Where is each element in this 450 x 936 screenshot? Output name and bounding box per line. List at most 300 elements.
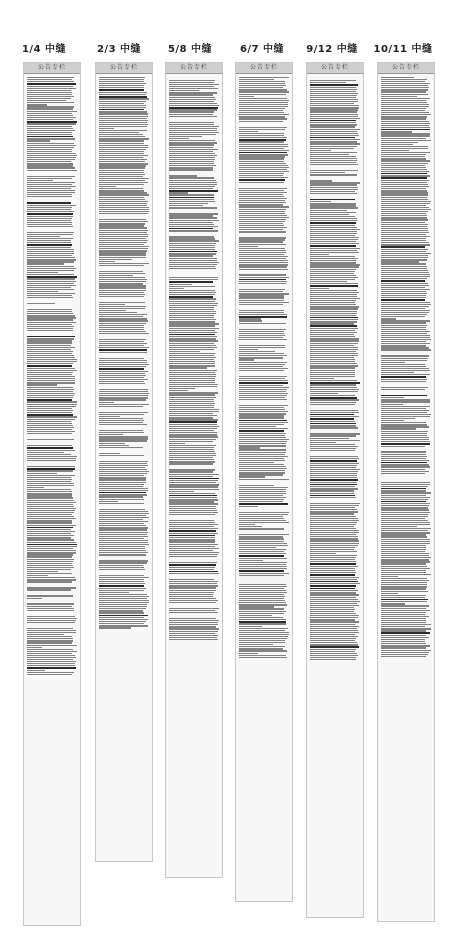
text-line [310, 89, 357, 90]
text-line [99, 92, 147, 93]
paragraph-gap [99, 408, 149, 411]
text-line [99, 124, 148, 125]
text-line [381, 287, 425, 288]
text-line [310, 340, 359, 341]
text-line [27, 642, 72, 643]
paragraph-gap [381, 352, 431, 355]
text-line [381, 293, 427, 294]
text-line [99, 471, 149, 472]
text-line [27, 255, 72, 256]
text-line [27, 587, 76, 588]
text-line [27, 595, 73, 596]
text-line [310, 601, 360, 602]
text-line [169, 392, 218, 393]
strip-text-block [236, 74, 292, 661]
text-line [169, 298, 216, 299]
text-line [27, 194, 72, 195]
text-line [169, 281, 213, 283]
text-line [27, 419, 75, 420]
text-line [239, 551, 284, 552]
text-line [99, 517, 149, 518]
text-line [381, 194, 428, 195]
text-line [239, 179, 285, 181]
text-line [239, 310, 284, 311]
text-line [381, 331, 430, 332]
text-line [169, 562, 217, 563]
text-line [99, 155, 148, 156]
text-line [239, 204, 283, 205]
text-line [99, 492, 146, 494]
text-line [310, 347, 358, 348]
text-line [169, 128, 217, 129]
text-line [27, 272, 58, 273]
text-line [169, 351, 200, 352]
text-line [239, 623, 286, 624]
text-line [381, 335, 430, 336]
text-line [239, 94, 286, 95]
text-line [239, 262, 288, 263]
text-line [27, 249, 74, 250]
text-line [381, 490, 426, 491]
paragraph-gap [27, 600, 77, 603]
text-line [239, 213, 285, 214]
text-line [239, 642, 285, 643]
text-line [310, 497, 356, 498]
text-line [381, 118, 426, 119]
text-line [169, 455, 216, 456]
text-line [27, 542, 76, 543]
text-line [310, 222, 356, 224]
text-line [99, 190, 144, 191]
text-line [310, 148, 354, 149]
text-line [381, 160, 430, 161]
text-line [27, 579, 76, 580]
text-line [99, 170, 144, 171]
text-line [381, 435, 427, 436]
text-line [27, 525, 76, 526]
text-line [99, 333, 149, 334]
text-line [310, 139, 360, 140]
text-line [381, 553, 429, 554]
text-line [381, 656, 426, 657]
text-line [239, 570, 284, 572]
text-line [381, 165, 425, 166]
text-line [27, 94, 72, 95]
paragraph-gap [310, 499, 360, 502]
text-line [239, 387, 289, 388]
text-line [99, 283, 143, 284]
text-line [169, 292, 216, 293]
text-line [99, 621, 146, 622]
paragraph-gap [239, 372, 289, 375]
text-line [310, 479, 358, 481]
text-line [99, 494, 147, 495]
text-line [27, 387, 73, 388]
text-line [169, 493, 215, 494]
text-line [169, 175, 197, 176]
text-line [381, 283, 428, 284]
text-line [169, 372, 215, 373]
text-line [381, 547, 426, 548]
text-line [310, 133, 358, 134]
text-line [381, 306, 429, 307]
text-line [239, 430, 284, 432]
text-line [310, 442, 336, 443]
text-line [381, 595, 426, 596]
text-line [239, 85, 286, 86]
text-line [381, 79, 427, 80]
text-line [27, 404, 77, 405]
text-line [27, 357, 75, 358]
text-line [239, 295, 284, 296]
text-line [27, 657, 76, 658]
text-line [381, 146, 428, 147]
text-line [310, 503, 360, 504]
text-line [169, 309, 214, 310]
text-line [99, 496, 143, 497]
text-line [27, 236, 60, 237]
text-line [239, 501, 283, 502]
text-line [239, 116, 285, 117]
notice-strip-1 [23, 62, 81, 926]
paragraph-gap [27, 624, 77, 627]
text-line [239, 472, 285, 473]
text-line [99, 316, 143, 317]
text-line [239, 466, 286, 467]
text-line [381, 593, 398, 594]
text-line [239, 596, 285, 597]
text-line [381, 325, 427, 326]
text-line [381, 158, 426, 159]
text-line [381, 456, 427, 457]
text-line [169, 236, 214, 237]
text-line [27, 452, 64, 453]
text-line [239, 219, 286, 220]
text-line [27, 489, 71, 490]
text-line [310, 131, 357, 132]
text-line [27, 159, 75, 160]
text-line [381, 561, 430, 562]
text-line [381, 108, 426, 109]
text-line [381, 437, 429, 438]
text-line [27, 176, 75, 177]
text-line [27, 518, 76, 519]
text-line [169, 268, 216, 269]
text-line [381, 446, 425, 447]
text-line [99, 87, 144, 88]
text-line [27, 535, 74, 536]
text-line [27, 620, 76, 621]
text-line [169, 365, 215, 366]
text-line [310, 579, 357, 580]
text-line [239, 549, 286, 550]
text-line [27, 270, 74, 271]
text-line [310, 594, 359, 595]
text-line [381, 379, 427, 380]
text-line [169, 84, 219, 85]
text-line [239, 460, 285, 461]
text-line [239, 634, 289, 635]
text-line [169, 449, 214, 450]
text-line [381, 637, 429, 638]
text-line [99, 440, 147, 441]
text-line [381, 156, 425, 157]
text-line [27, 589, 71, 590]
text-line [381, 518, 425, 519]
text-line [169, 149, 218, 150]
text-line [381, 399, 430, 400]
text-line [310, 617, 358, 618]
text-line [381, 612, 426, 613]
text-line [310, 214, 349, 215]
text-line [169, 491, 194, 492]
text-line [99, 186, 116, 187]
text-line [169, 103, 217, 104]
text-line [310, 570, 355, 571]
text-line [27, 468, 75, 470]
text-line [27, 353, 72, 354]
text-line [239, 485, 274, 486]
text-line [169, 315, 214, 316]
text-line [239, 274, 286, 275]
text-line [169, 353, 215, 354]
text-line [381, 647, 426, 648]
text-line [27, 347, 75, 348]
text-line [169, 217, 217, 218]
text-line [169, 222, 213, 223]
text-line [381, 524, 430, 525]
text-line [27, 663, 75, 664]
text-line [310, 351, 356, 352]
paragraph-gap [169, 209, 219, 212]
text-line [169, 569, 214, 570]
text-line [169, 264, 217, 265]
text-line [239, 646, 285, 647]
notice-strip-3 [165, 62, 223, 878]
text-line [169, 556, 217, 557]
text-line [169, 478, 219, 480]
text-line [239, 320, 262, 321]
paragraph-gap [239, 481, 289, 484]
text-line [27, 544, 77, 546]
text-line [381, 213, 426, 214]
text-line [27, 359, 77, 360]
text-line [27, 297, 73, 298]
text-line [27, 401, 77, 402]
text-line [99, 402, 114, 403]
text-line [169, 144, 214, 145]
text-line [239, 87, 283, 88]
text-line [310, 243, 359, 244]
text-line [310, 421, 355, 422]
text-line [381, 358, 428, 359]
text-line [381, 588, 426, 589]
paragraph-gap [27, 305, 77, 308]
text-line [381, 266, 427, 267]
text-line [27, 117, 76, 118]
text-line [99, 273, 145, 274]
text-line [99, 596, 149, 597]
text-line [99, 604, 147, 605]
text-line [99, 140, 144, 141]
text-line [27, 376, 75, 377]
text-line [99, 432, 144, 433]
text-line [99, 509, 145, 510]
text-line [27, 106, 74, 107]
text-line [381, 505, 429, 506]
text-line [310, 330, 355, 331]
text-line [169, 251, 217, 253]
text-line [169, 434, 217, 435]
text-line [381, 150, 409, 151]
text-line [27, 77, 74, 78]
text-line [310, 574, 355, 576]
text-line [99, 242, 147, 243]
text-line [27, 259, 76, 260]
text-line [99, 339, 146, 340]
text-line [27, 454, 71, 455]
text-line [99, 176, 143, 177]
text-line [239, 333, 284, 334]
text-line [310, 313, 357, 314]
text-line [27, 423, 72, 424]
text-line [310, 363, 357, 364]
text-line [381, 199, 428, 200]
text-line [310, 418, 354, 420]
text-line [99, 469, 147, 470]
text-line [239, 621, 286, 623]
text-line [99, 188, 143, 189]
text-line [27, 291, 58, 292]
text-line [27, 527, 73, 529]
text-line [239, 415, 284, 416]
text-line [169, 307, 214, 308]
text-line [381, 464, 429, 465]
text-line [310, 440, 360, 441]
text-line [239, 562, 287, 563]
text-line [99, 85, 144, 86]
text-line [310, 609, 355, 610]
text-line [239, 137, 287, 138]
text-line [27, 222, 72, 223]
text-line [27, 477, 71, 478]
text-line [27, 283, 74, 284]
text-line [99, 623, 144, 624]
text-line [27, 550, 76, 551]
text-line [169, 147, 213, 148]
text-line [381, 291, 426, 292]
strip-header: 公告专栏 [378, 63, 434, 74]
text-line [239, 215, 287, 216]
text-line [99, 619, 148, 620]
text-line [27, 447, 73, 449]
text-line [310, 605, 359, 606]
text-line [99, 306, 146, 307]
text-line [169, 530, 216, 532]
text-line [381, 618, 426, 619]
text-line [310, 410, 358, 411]
text-line [239, 382, 288, 384]
paragraph-gap [169, 76, 219, 79]
text-line [27, 132, 72, 133]
text-line [99, 542, 148, 543]
text-line [310, 160, 357, 161]
text-line [239, 524, 255, 525]
text-line [169, 258, 217, 259]
text-line [27, 311, 72, 312]
text-line [169, 262, 219, 263]
text-line [239, 281, 287, 282]
text-line [99, 473, 147, 474]
text-line [310, 201, 331, 202]
text-line [27, 628, 73, 629]
text-line [169, 90, 199, 91]
text-line [27, 651, 77, 652]
text-line [169, 445, 216, 446]
text-line [27, 638, 73, 639]
text-line [381, 635, 426, 636]
text-line [27, 491, 72, 492]
text-line [169, 138, 189, 139]
text-line [99, 172, 144, 173]
text-line [27, 506, 74, 507]
text-line [27, 473, 57, 474]
text-line [169, 323, 219, 324]
text-line [381, 343, 430, 344]
text-line [99, 352, 147, 353]
text-line [169, 188, 213, 189]
text-line [99, 244, 144, 245]
text-line [27, 640, 73, 641]
text-line [381, 368, 429, 369]
text-line [99, 209, 149, 210]
text-line [381, 236, 430, 237]
text-line [239, 619, 286, 620]
text-line [27, 510, 75, 511]
text-line [169, 407, 214, 408]
text-line [381, 624, 431, 625]
text-line [27, 226, 73, 227]
text-line [27, 399, 72, 401]
text-line [310, 657, 356, 658]
text-line [99, 213, 148, 214]
text-line [169, 417, 213, 418]
text-line [310, 97, 356, 98]
text-line [310, 572, 356, 573]
text-line [27, 143, 74, 144]
text-line [381, 207, 429, 208]
text-line [310, 475, 357, 476]
text-line [239, 144, 288, 145]
text-line [381, 182, 427, 183]
text-line [27, 330, 73, 331]
text-line [99, 588, 146, 589]
text-line [381, 549, 426, 550]
text-line [169, 626, 216, 627]
text-line [239, 626, 262, 627]
text-line [310, 585, 356, 587]
text-line [99, 287, 146, 288]
text-line [27, 533, 71, 534]
text-line [27, 414, 73, 416]
text-line [310, 387, 357, 388]
text-line [310, 111, 357, 112]
text-line [239, 83, 285, 84]
text-line [310, 203, 356, 204]
text-line [169, 224, 214, 225]
text-line [169, 390, 188, 391]
text-line [310, 205, 356, 206]
